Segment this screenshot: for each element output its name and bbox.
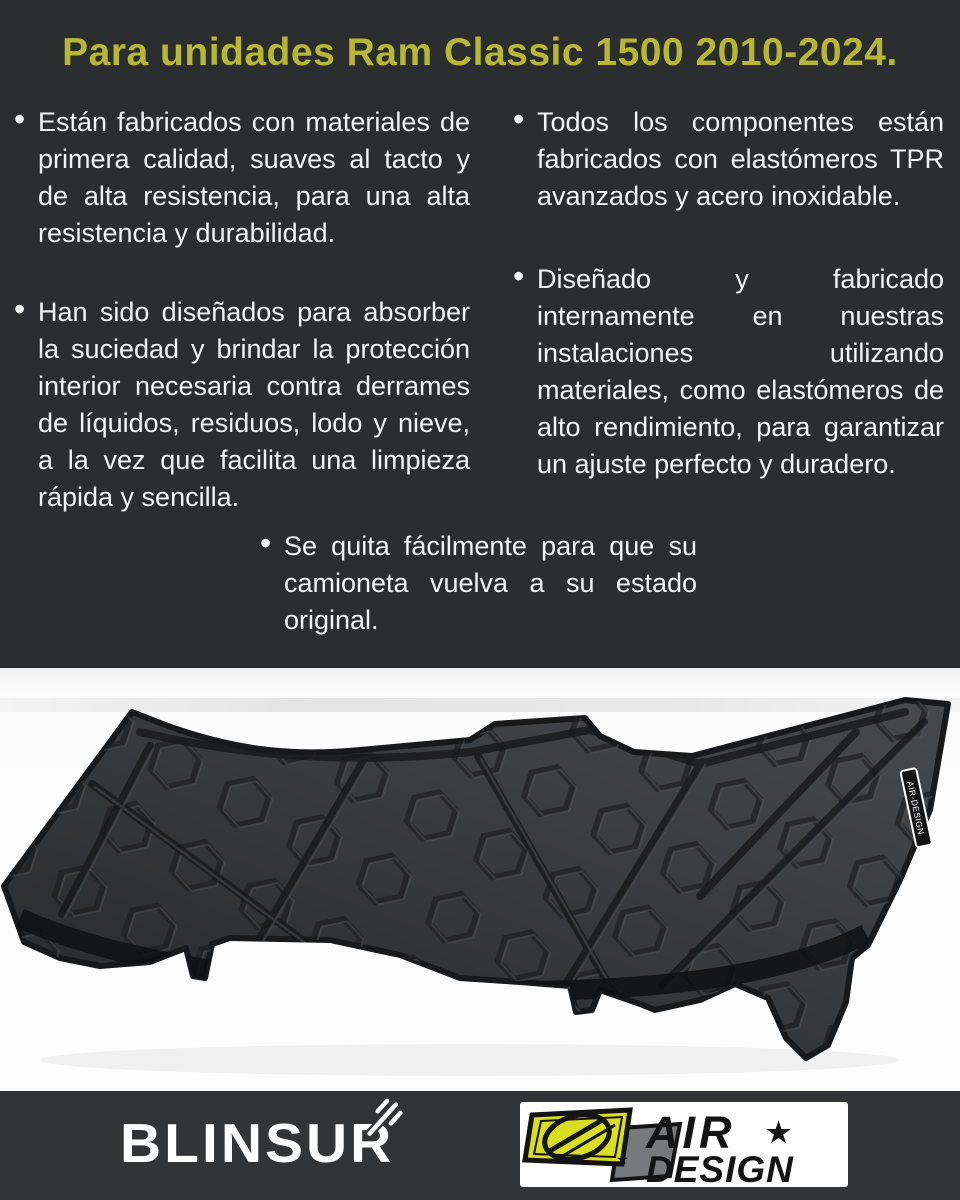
svg-text:AIR-DESIGN: AIR-DESIGN	[905, 780, 927, 836]
bullet-list-left	[14, 104, 470, 558]
bullet-components	[513, 104, 944, 215]
bullet-list-center	[260, 528, 697, 639]
footer-bar	[0, 1091, 960, 1200]
bullet-removal	[260, 528, 697, 639]
air-design-logo-art	[520, 1102, 848, 1187]
blinsur-logo-text: BLINSUR	[120, 1113, 395, 1175]
bullet-text: Diseñado y fabricado internamente en nuestras instalaciones utilizando materiales, como elastómeros de alto rendimiento, para garantizar un ajuste perfecto y duradero.	[537, 264, 944, 479]
bullet-text: Han sido diseñados para absorber la suciedad y brindar la protección interior necesaria contra derrames de líquidos, residuos, lodo y nieve, a la vez que facilita una limpieza rápida y sencilla.	[38, 297, 470, 512]
fork-icon	[354, 1094, 408, 1148]
logo-wordmark	[645, 1107, 794, 1187]
bullet-protection	[14, 294, 470, 516]
air-design-logo	[520, 1102, 848, 1187]
page-title: Para unidades Ram Classic 1500 2010-2024.	[62, 31, 898, 74]
logo-word-air: AIR	[646, 1107, 736, 1158]
bullet-manufacturing	[513, 261, 944, 483]
blinsur-logo	[120, 1108, 394, 1180]
logo-big-star-icon: ★	[766, 1117, 792, 1148]
bullet-text: Están fabricados con materiales de primera calidad, suaves al tacto y de alta resistencia, para una alta resistencia y durabilidad.	[38, 107, 470, 248]
bullet-text: Se quita fácilmente para que su camioneta vuelva a su estado original.	[284, 531, 697, 635]
floor-mat-image	[0, 668, 960, 1091]
bullet-text: Todos los componentes están fabricados con elastómeros TPR avanzados y acero inoxidable.	[537, 107, 944, 211]
mat-shadow	[40, 1044, 900, 1076]
bullet-list-right	[513, 104, 944, 525]
product-photo-section	[0, 668, 960, 1091]
bullet-materials	[14, 104, 470, 252]
logo-word-design: DESIGN	[646, 1149, 794, 1187]
logo-small-star-icon: ★	[616, 1151, 629, 1167]
